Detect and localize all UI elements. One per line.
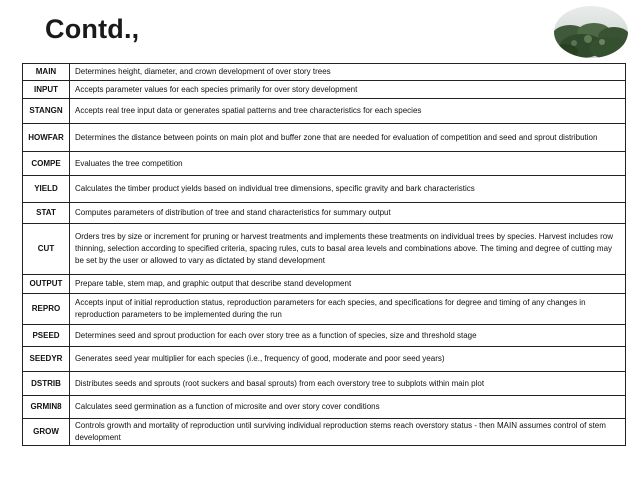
module-name: PSEED bbox=[23, 325, 70, 347]
forest-photo bbox=[554, 6, 628, 58]
module-description: Generates seed year multiplier for each species (i.e., frequency of good, moderate and poor seed years) bbox=[70, 347, 626, 372]
module-description: Evaluates the tree competition bbox=[70, 152, 626, 176]
table-row bbox=[23, 203, 626, 224]
table-row bbox=[23, 347, 626, 372]
module-description: Accepts real tree input data or generates spatial patterns and tree characteristics for each species bbox=[70, 99, 626, 124]
module-name: GRMIN8 bbox=[23, 396, 70, 419]
table-row bbox=[23, 419, 626, 446]
table-row bbox=[23, 152, 626, 176]
module-description: Prepare table, stem map, and graphic output that describe stand development bbox=[70, 275, 626, 294]
table-row bbox=[23, 99, 626, 124]
module-description: Accepts input of initial reproduction status, reproduction parameters for each species, and specifications for degree and timing of any changes in reproduction parameters to be implemented during the run bbox=[70, 294, 626, 325]
table-row bbox=[23, 124, 626, 152]
module-name: DSTRIB bbox=[23, 372, 70, 396]
table-row bbox=[23, 64, 626, 81]
module-description: Determines height, diameter, and crown development of over story trees bbox=[70, 64, 626, 81]
module-description: Computes parameters of distribution of tree and stand characteristics for summary output bbox=[70, 203, 626, 224]
module-description: Determines the distance between points on main plot and buffer zone that are needed for evaluation of competition and seed and sprout distribution bbox=[70, 124, 626, 152]
module-name: MAIN bbox=[23, 64, 70, 81]
table-row bbox=[23, 325, 626, 347]
module-name: REPRO bbox=[23, 294, 70, 325]
table-row bbox=[23, 372, 626, 396]
module-name: STAT bbox=[23, 203, 70, 224]
module-name: GROW bbox=[23, 419, 70, 446]
module-name: COMPE bbox=[23, 152, 70, 176]
module-description: Controls growth and mortality of reproduction until surviving individual reproduction stems reach overstory status - then MAIN assumes control of stem development bbox=[70, 419, 626, 446]
module-description: Accepts parameter values for each species primarily for over story development bbox=[70, 81, 626, 99]
module-name: YIELD bbox=[23, 176, 70, 203]
module-description: Calculates seed germination as a function of microsite and over story cover conditions bbox=[70, 396, 626, 419]
table-row bbox=[23, 176, 626, 203]
table-row bbox=[23, 81, 626, 99]
module-description: Determines seed and sprout production for each over story tree as a function of species, size and threshold stage bbox=[70, 325, 626, 347]
table-row bbox=[23, 275, 626, 294]
module-name: HOWFAR bbox=[23, 124, 70, 152]
table-row bbox=[23, 224, 626, 275]
slide-title: Contd., bbox=[45, 14, 140, 44]
module-name: CUT bbox=[23, 224, 70, 275]
module-name: SEEDYR bbox=[23, 347, 70, 372]
module-description: Orders tres by size or increment for pruning or harvest treatments and implements these treatments on individual trees by species. Harvest includes row thinning, selection according to specified criteria, spacing rules, cuts to basal area levels and combinations above. The timing and degree of cutting may be set by the user or allowed to vary as dictated by stand development bbox=[70, 224, 626, 275]
module-table bbox=[22, 63, 626, 446]
table-row bbox=[23, 294, 626, 325]
table-row bbox=[23, 396, 626, 419]
module-name: INPUT bbox=[23, 81, 70, 99]
module-description: Distributes seeds and sprouts (root suckers and basal sprouts) from each overstory tree to subplots within main plot bbox=[70, 372, 626, 396]
module-name: OUTPUT bbox=[23, 275, 70, 294]
module-name: STANGN bbox=[23, 99, 70, 124]
module-description: Calculates the timber product yields based on individual tree dimensions, specific gravity and bark characteristics bbox=[70, 176, 626, 203]
